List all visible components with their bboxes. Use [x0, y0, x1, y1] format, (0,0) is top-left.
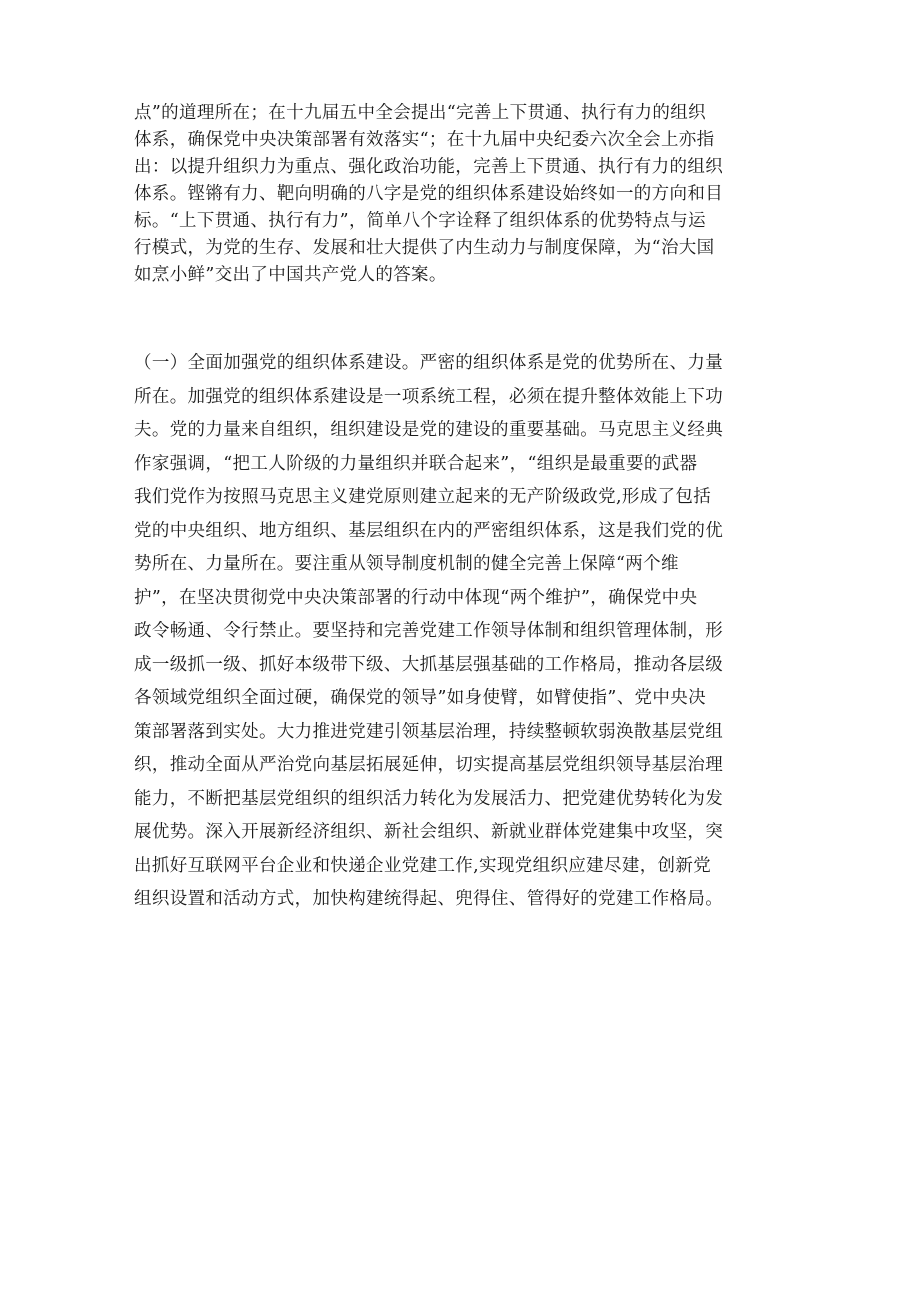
text-line: 势所在、力量所在。要注重从领导制度机制的健全完善上保障“两个维 [134, 554, 679, 574]
text-line: 成一级抓一级、抓好本级带下级、大抓基层强基础的工作格局，推动各层级 [134, 654, 724, 675]
text-line: 党的中央组织、地方组织、基层组织在内的严密组织体系，这是我们党的优 [134, 520, 724, 541]
paragraph-intro [134, 100, 794, 289]
text-line: 各领域党组织全面过硬，确保党的领导”如身使臂，如臂使指”、党中央决 [134, 688, 706, 708]
text-line: 作家强调，“把工人阶级的力量组织并联合起来”，“组织是最重要的武器 [134, 453, 698, 474]
text-line: 如烹小鲜”交出了中国共产党人的答案。 [134, 265, 447, 285]
text-line: 护”，在坚决贯彻党中央决策部署的行动中体现“两个维护”，确保党中央 [134, 587, 698, 608]
text-line: 出抓好互联网平台企业和快递企业党建工作,实现党组织应建尽建，创新党 [134, 855, 712, 876]
text-line: 我们党作为按照马克思主义建党原则建立起来的无产阶级政党,形成了包括 [134, 487, 712, 507]
text-line: 所在。加强党的组织体系建设是一项系统工程，必须在提升整体效能上下功 [134, 386, 724, 407]
text-line: 夫。党的力量来自组织，组织建设是党的建设的重要基础。马克思主义经典 [134, 420, 724, 440]
text-line: 展优势。深入开展新经济组织、新社会组织、新就业群体党建集中攻坚，突 [134, 822, 724, 842]
text-line: （一）全面加强党的组织体系建设。严密的组织体系是党的优势所在、力量 [134, 353, 724, 373]
text-line: 能力，不断把基层党组织的组织活力转化为发展活力、把党建优势转化为发 [134, 788, 724, 809]
text-line: 行模式，为党的生存、发展和壮大提供了内生动力与制度保障，为“治大国 [134, 238, 715, 258]
text-line: 策部署落到实处。大力推进党建引领基层治理，持续整顿软弱涣散基层党组 [134, 721, 724, 742]
text-line: 织，推动全面从严治党向基层拓展延伸，切实提高基层党组织领导基层治理 [134, 755, 724, 775]
text-line: 组织设置和活动方式，加快构建统得起、兜得住、管得好的党建工作格局。 [134, 889, 724, 909]
text-line: 体系，确保党中央决策部署有效落实“；在十九届中央纪委六次全会上亦指 [134, 130, 715, 150]
text-line: 体系。铿锵有力、靶向明确的八字是党的组织体系建设始终如一的方向和目 [134, 184, 724, 204]
text-line: 点”的道理所在；在十九届五中全会提出“完善上下贯通、执行有力的组织 [134, 103, 706, 123]
text-line: 政令畅通、令行禁止。要坚持和完善党建工作领导体制和组织管理体制，形 [134, 621, 724, 641]
text-line: 标。“上下贯通、执行有力”，简单八个字诠释了组织体系的优势特点与运 [134, 211, 706, 231]
text-line: 出：以提升组织力为重点、强化政治功能，完善上下贯通、执行有力的组织 [134, 157, 724, 177]
paragraph-section-one [134, 347, 794, 917]
